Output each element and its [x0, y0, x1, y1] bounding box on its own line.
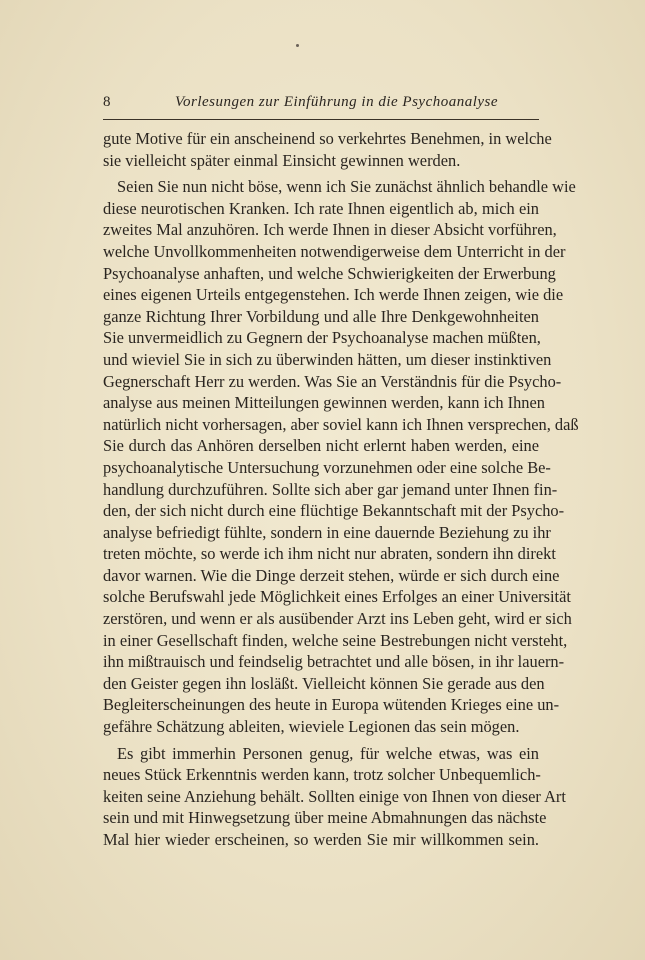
running-head: Vorlesungen zur Einführung in die Psychoanalyse [175, 94, 499, 110]
text-line: sie vielleicht später einmal Einsicht gewinnen werden. [103, 150, 461, 170]
text-line: Psychoanalyse anhaften, und welche Schwierigkeiten der Erwerbung [103, 263, 556, 283]
page-number: 8 [103, 94, 111, 110]
text-line: Es gibt immerhin Personen genug, für welche etwas, was ein [117, 743, 539, 763]
paragraph [103, 128, 552, 171]
text-line: Begleiterscheinungen des heute in Europa wütenden Krieges eine un- [103, 695, 560, 715]
text-line: Gegnerschaft Herr zu werden. Was Sie an Verständnis für die Psycho- [103, 371, 562, 391]
text-line: treten möchte, so werde ich ihm nicht nur abraten, sondern ihn direkt [103, 544, 556, 564]
page-header [103, 94, 539, 116]
body-text [103, 128, 579, 851]
text-line: den Geister gegen ihn losläßt. Vielleicht können Sie gerade aus den [103, 673, 545, 693]
text-line: solche Berufswahl jede Möglichkeit eines Erfolges an einer Universität [103, 587, 571, 607]
text-line: gefähre Schätzung ableiten, wieviele Legionen das sein mögen. [103, 717, 520, 737]
text-line: analyse befriedigt fühlte, sondern in eine dauernde Beziehung zu ihr [103, 522, 551, 542]
text-line: eines eigenen Urteils entgegenstehen. Ich werde Ihnen zeigen, wie die [103, 285, 564, 305]
text-line: den, der sich nicht durch eine flüchtige Bekanntschaft mit der Psycho- [103, 501, 565, 521]
text-line: zerstören, und wenn er als ausübender Arzt ins Leben geht, wird er sich [103, 609, 572, 629]
text-line: in einer Gesellschaft finden, welche seine Bestrebungen nicht versteht, [103, 630, 568, 650]
text-line: Mal hier wieder erscheinen, so werden Sie mir willkommen sein. [103, 830, 539, 849]
text-line: sein und mit Hinwegsetzung über meine Abmahnungen das nächste [103, 808, 547, 828]
header-rule [103, 119, 539, 120]
text-line: psychoanalytische Untersuchung vorzunehmen oder eine solche Be- [103, 457, 551, 477]
text-line: neues Stück Erkenntnis werden kann, trotz solcher Unbequemlich- [103, 765, 541, 785]
text-line: diese neurotischen Kranken. Ich rate Ihnen eigentlich ab, mich ein [103, 198, 539, 218]
text-line: Sie durch das Anhören derselben nicht erlernt haben werden, eine [103, 436, 539, 456]
text-line: ganze Richtung Ihrer Vorbildung und alle Ihre Denkgewohnheiten [103, 306, 539, 326]
paragraph [103, 176, 579, 737]
text-line: Sie unvermeidlich zu Gegnern der Psychoanalyse machen müßten, [103, 328, 541, 348]
text-line: gute Motive für ein anscheinend so verkehrtes Benehmen, in welche [103, 129, 552, 148]
text-line: welche Unvollkommenheiten notwendigerweise dem Unterricht in der [103, 241, 566, 261]
text-line: natürlich nicht vorhersagen, aber soviel kann ich Ihnen versprechen, daß [103, 414, 579, 434]
text-line: ihn mißtrauisch und feindselig betrachtet und alle bösen, in ihr lauern- [103, 652, 565, 672]
text-line: und wieviel Sie in sich zu überwinden hätten, um dieser instinktiven [103, 349, 552, 369]
ink-speck [296, 44, 299, 47]
paragraph [103, 743, 566, 851]
text-line: davor warnen. Wie die Dinge derzeit stehen, würde er sich durch eine [103, 565, 560, 585]
text-line: Seien Sie nun nicht böse, wenn ich Sie zunächst ähnlich behandle wie [117, 177, 576, 197]
text-line: keiten seine Anziehung behält. Sollten einige von Ihnen von dieser Art [103, 786, 566, 806]
text-line: zweites Mal anzuhören. Ich werde Ihnen in dieser Absicht vorführen, [103, 220, 557, 240]
text-line: analyse aus meinen Mitteilungen gewinnen werden, kann ich Ihnen [103, 393, 545, 413]
text-line: handlung durchzuführen. Sollte sich aber gar jemand unter Ihnen fin- [103, 479, 558, 499]
